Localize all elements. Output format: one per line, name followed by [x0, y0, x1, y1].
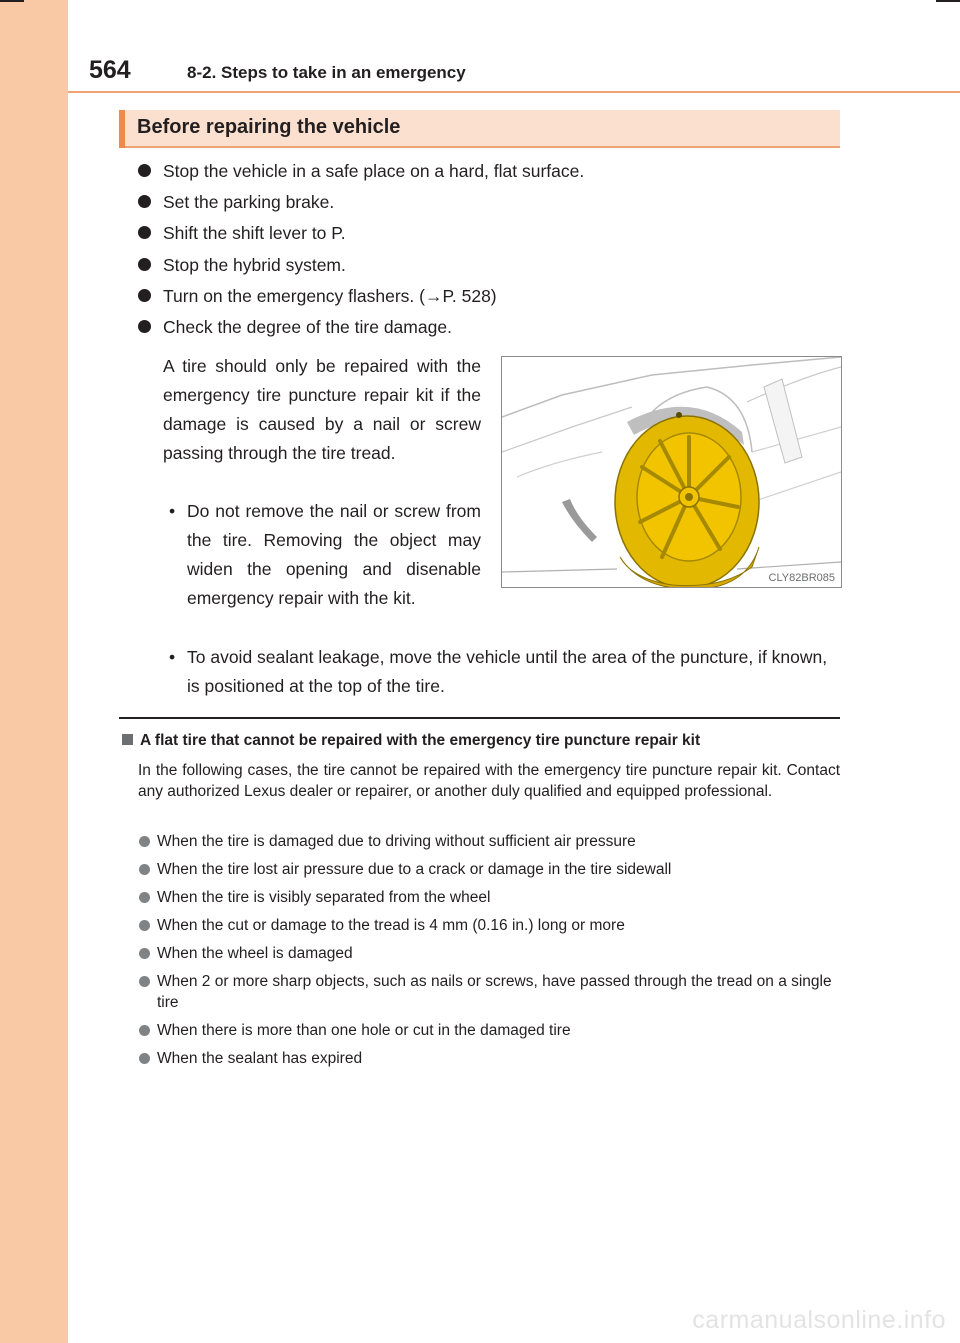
square-bullet-icon: [122, 734, 133, 745]
heading-accent-bar: [119, 110, 125, 148]
gray-bullet-icon: [139, 1025, 150, 1036]
bullet-icon: [138, 164, 151, 177]
watermark: carmanualsonline.info: [692, 1306, 946, 1334]
note-list-item: When the tire is visibly separated from the wheel: [139, 887, 841, 908]
section-heading-box: [119, 110, 840, 148]
note-list-item: When the wheel is damaged: [139, 943, 841, 964]
section-title: 8-2. Steps to take in an emergency: [187, 63, 466, 82]
tire-illustration: [501, 356, 842, 588]
gray-bullet-icon: [139, 948, 150, 959]
note-body: In the following cases, the tire cannot be repaired with the emergency tire puncture repair kit. Contact any authorized Lexus dealer or repairer, or another duly qualified and equipped professional.: [138, 762, 840, 800]
left-margin-band: [0, 0, 68, 1343]
note-list-item: When the tire lost air pressure due to a crack or damage in the tire sidewall: [139, 859, 841, 880]
gray-bullet-icon: [139, 976, 150, 987]
gray-bullet-icon: [139, 864, 150, 875]
note-list-item: When the tire is damaged due to driving without sufficient air pressure: [139, 831, 841, 852]
bullet-icon: [138, 320, 151, 333]
car-front-wheel-illustration: [502, 357, 841, 587]
note-list-item: When the sealant has expired: [139, 1048, 841, 1069]
gray-bullet-icon: [139, 836, 150, 847]
sub-list-item: • To avoid sealant leakage, move the vehicle until the area of the puncture, if known, is positioned at the top of the tire.: [169, 643, 841, 701]
sub-list-item: • Do not remove the nail or screw from the tire. Removing the object may widen the opening and disenable emergency repair with the kit.: [169, 497, 481, 613]
bullet-icon: [138, 226, 151, 239]
bullet-icon: [138, 289, 151, 302]
gray-bullet-icon: [139, 892, 150, 903]
bullet-icon: [138, 258, 151, 271]
page-number: 564: [89, 56, 131, 84]
section-divider: [119, 717, 840, 719]
page-header: [68, 0, 960, 92]
note-heading: A flat tire that cannot be repaired with the emergency tire puncture repair kit: [122, 732, 700, 750]
note-list-item: When 2 or more sharp objects, such as nails or screws, have passed through the tread on a single tire: [139, 971, 841, 1013]
gray-bullet-icon: [139, 1053, 150, 1064]
section-heading: Before repairing the vehicle: [137, 116, 401, 138]
header-rule: [68, 91, 960, 93]
body-paragraph: A tire should only be repaired with the emergency tire puncture repair kit if the damage is caused by a nail or screw passing through the tire tread.: [163, 356, 481, 463]
crop-mark-left: [0, 0, 24, 2]
figure-code: CLY82BR085: [768, 572, 835, 584]
sub-bullet-marker: •: [169, 647, 176, 667]
bullet-icon: [138, 195, 151, 208]
note-list-item: When the cut or damage to the tread is 4 mm (0.16 in.) long or more: [139, 915, 841, 936]
sub-bullet-marker: •: [169, 501, 176, 521]
note-list-item: When there is more than one hole or cut in the damaged tire: [139, 1020, 841, 1041]
gray-bullet-icon: [139, 920, 150, 931]
